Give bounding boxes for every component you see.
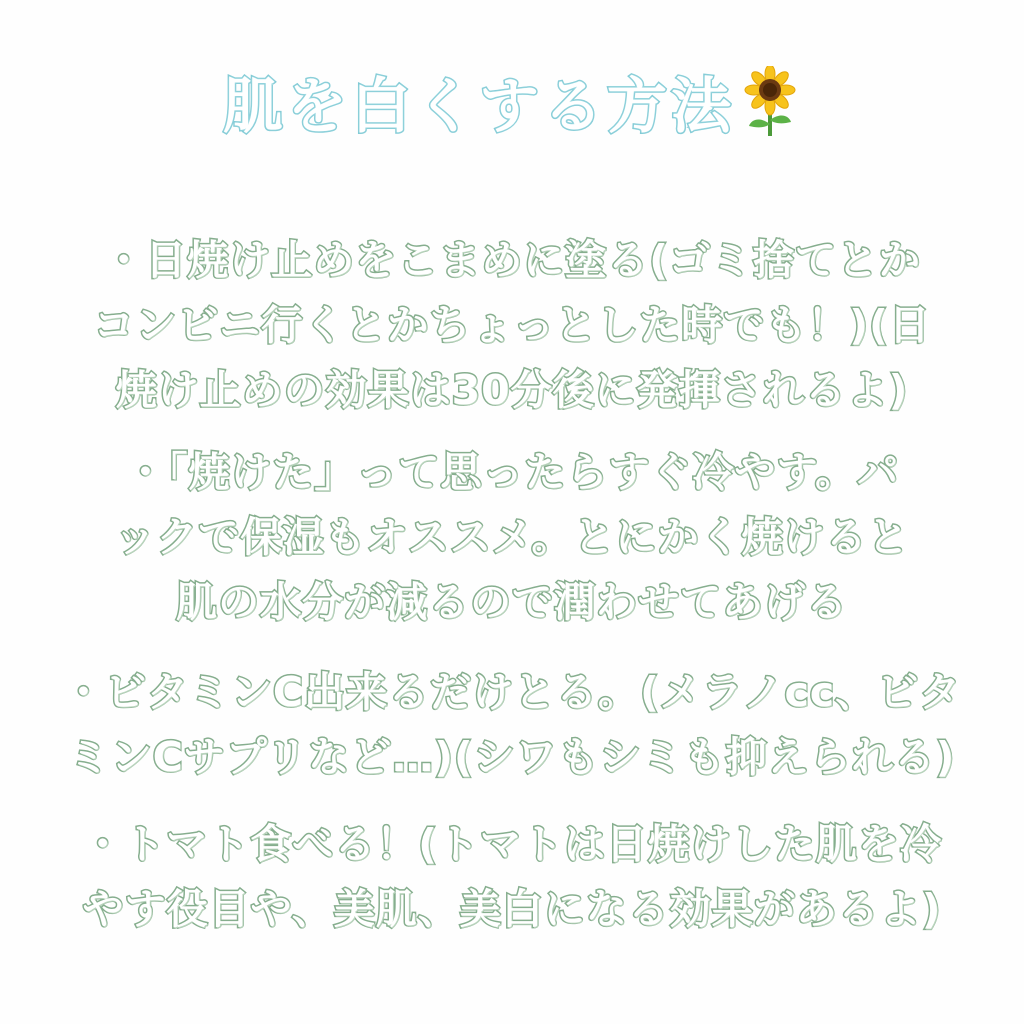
title-row [0,62,1024,142]
tip-cooling [30,440,994,635]
tip-line: ミンCサプリなど…)(シワもシミも抑えられる) [68,733,956,781]
tip-line: ・「焼けた」って思ったらすぐ冷やす。パ [124,448,900,496]
tip-line: 肌の水分が減るので潤わせてあげる [176,578,848,626]
tip-line: コンビニ行くとかちょっとした時でも！)(日 [93,301,931,349]
sunflower-icon [739,66,801,138]
page-title: 肌を白くする方法 [223,72,735,142]
tip-tomato [30,812,994,942]
tip-line: ・日焼け止めをこまめに塗る(ゴミ捨てとか [103,236,921,284]
tip-line: やす役目や、美肌、美白になる効果があるよ) [82,885,942,933]
tip-sunscreen [30,228,994,423]
tip-line: 焼け止めの効果は30分後に発揮されるよ) [115,366,909,414]
tip-line: ・トマト食べる！(トマトは日焼けした肌を冷 [82,820,942,868]
tip-line: ックで保湿もオススメ。とにかく焼けると [114,513,910,561]
tip-vitamin-c [30,660,994,790]
tip-line: ・ビタミンC出来るだけとる。(メラノcc、ビタ [62,668,962,716]
